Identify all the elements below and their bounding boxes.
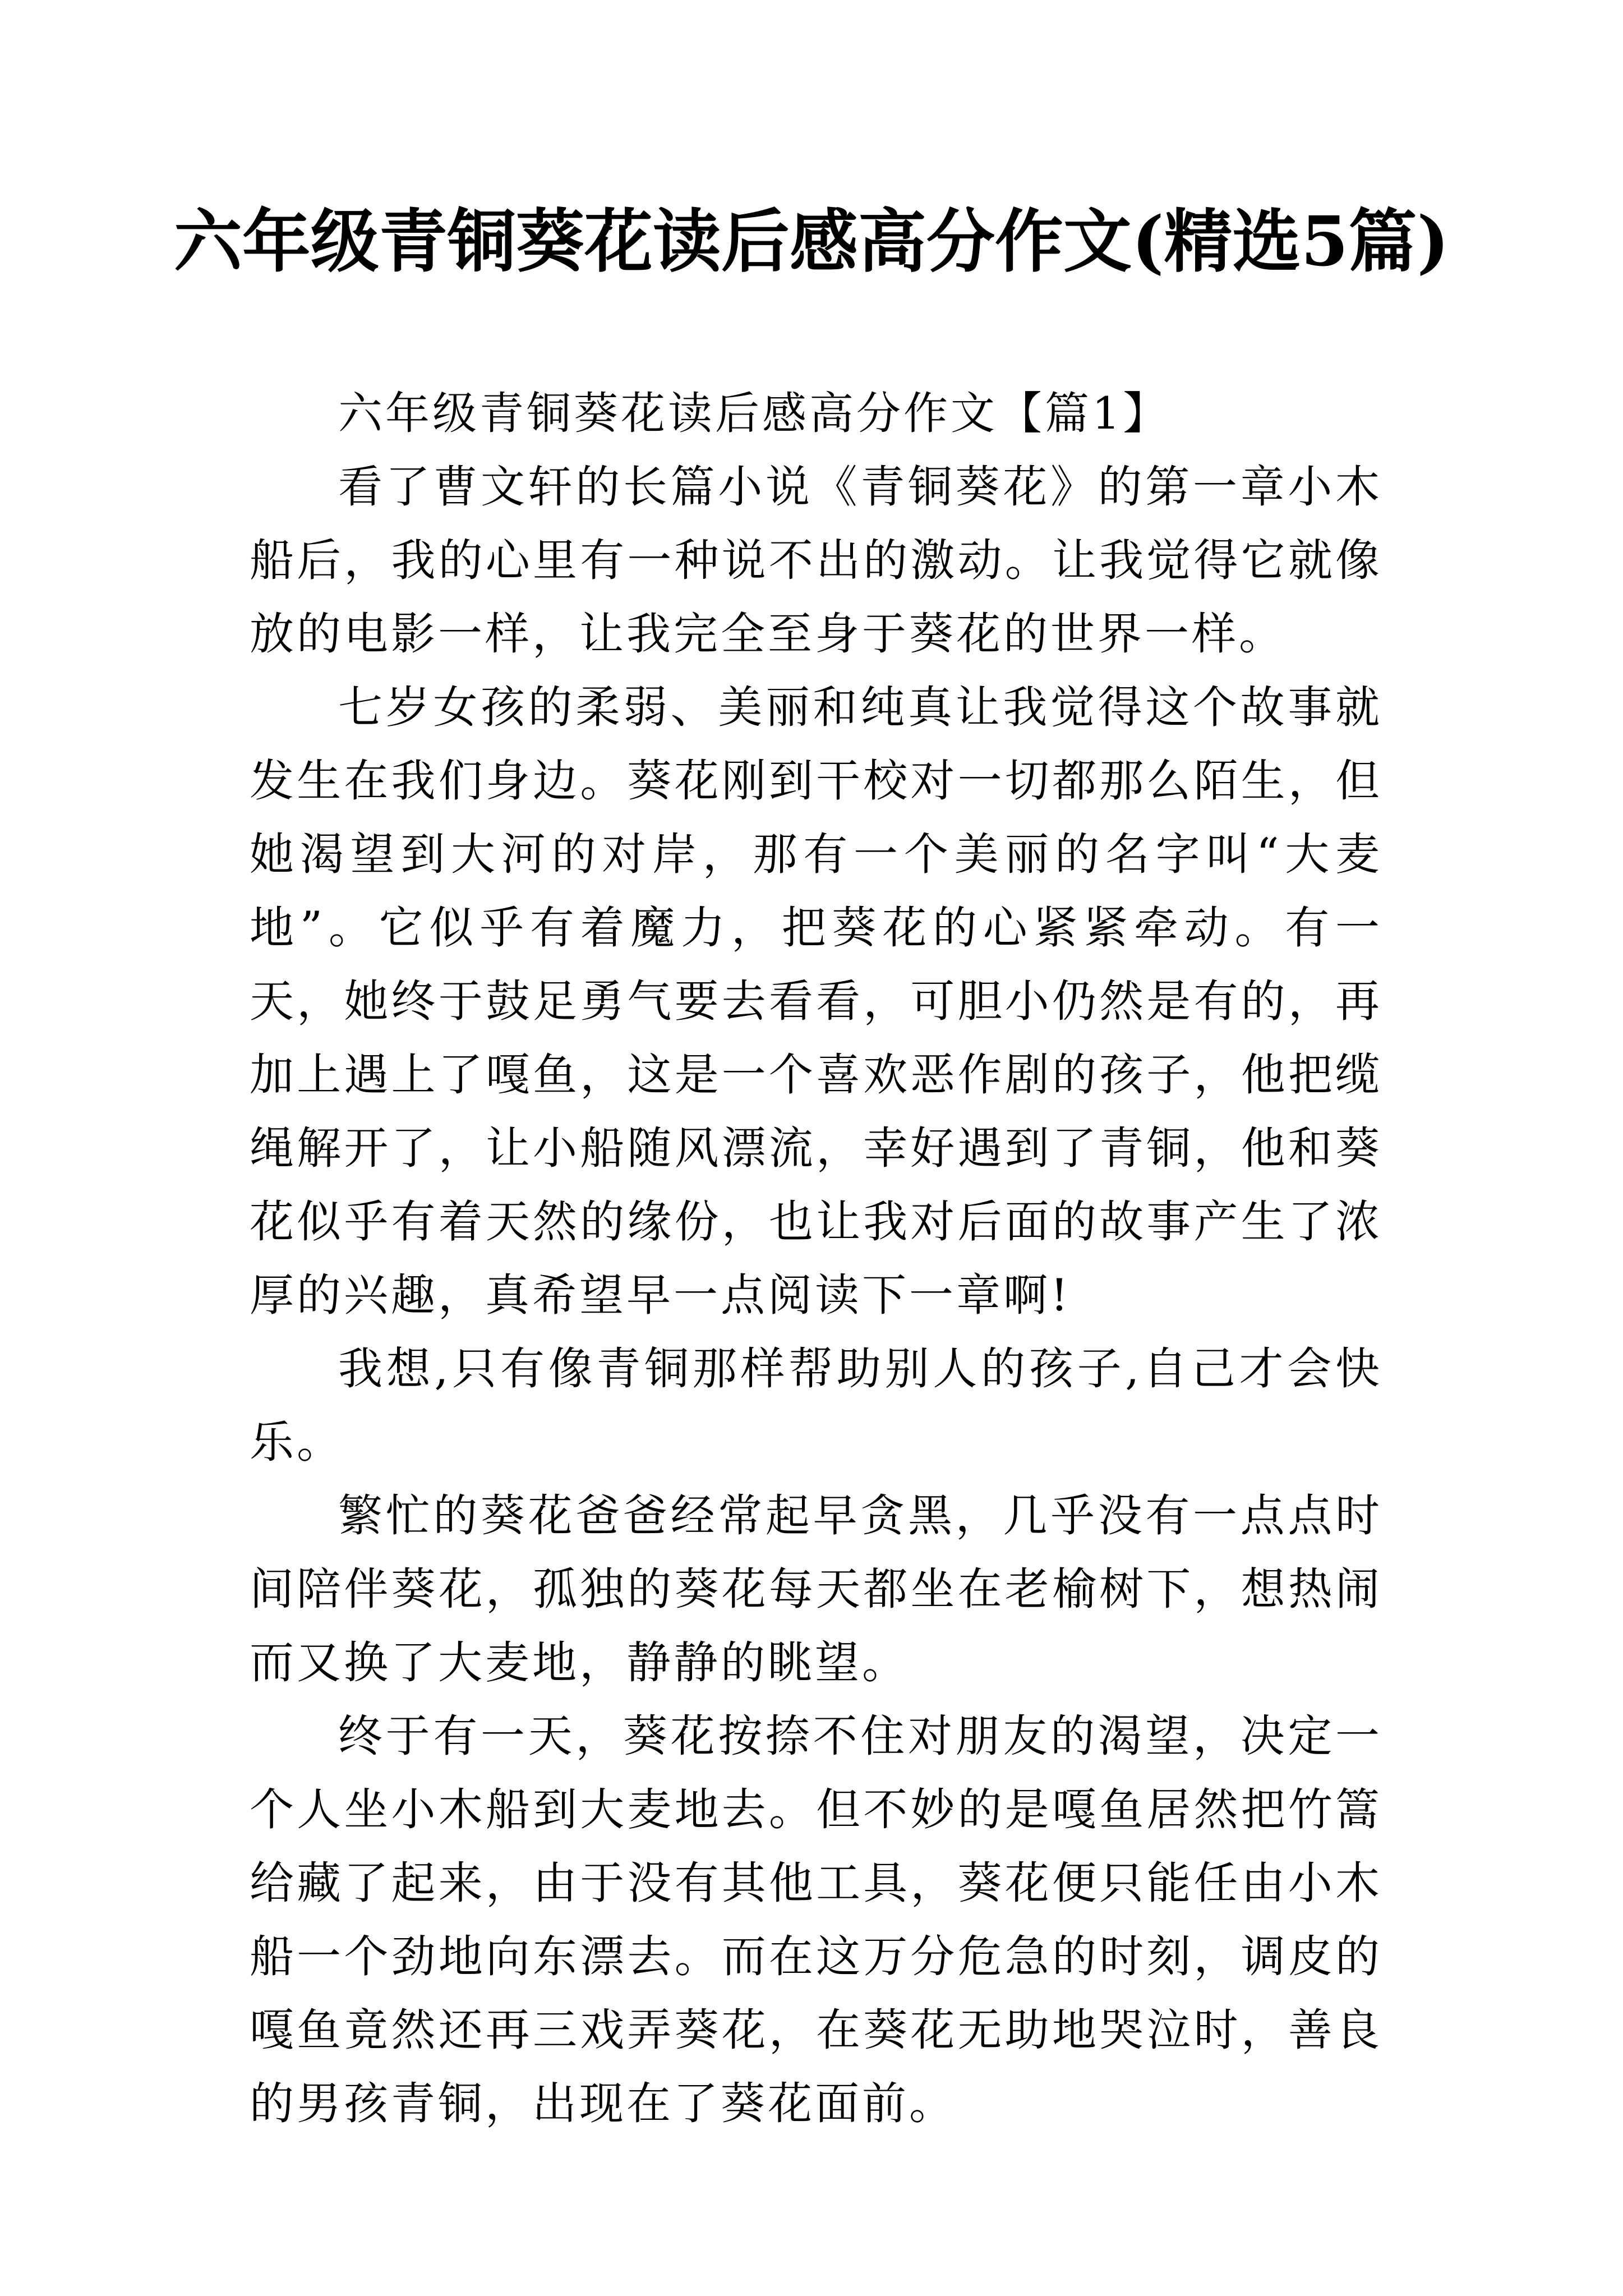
paragraph-3: 我想,只有像青铜那样帮助别人的孩子,自己才会快乐。	[250, 1343, 1382, 1468]
paragraph-4: 繁忙的葵花爸爸经常起早贪黑，几乎没有一点点时间陪伴葵花，孤独的葵花每天都坐在老榆树下，想热闹而又换了大麦地，静静的眺望。	[250, 1490, 1382, 1688]
document-body	[250, 377, 1382, 2141]
paragraph-1: 看了曹文轩的长篇小说《青铜葵花》的第一章小木船后，我的心里有一种说不出的激动。让我觉得它就像放的电影一样，让我完全至身于葵花的世界一样。	[250, 461, 1382, 660]
paragraph-2: 七岁女孩的柔弱、美丽和纯真让我觉得这个故事就发生在我们身边。葵花刚到干校对一切都那么陌生，但她渴望到大河的对岸，那有一个美丽的名字叫“大麦地”。它似乎有着魔力，把葵花的心紧紧牵动。有一天，她终于鼓足勇气要去看看，可胆小仍然是有的，再加上遇上了嘎鱼，这是一个喜欢恶作剧的孩子，他把缆绳解开了，让小船随风漂流，幸好遇到了青铜，他和葵花似乎有着天然的缘份，也让我对后面的故事产生了浓厚的兴趣，真希望早一点阅读下一章啊!	[250, 682, 1382, 1321]
paragraph-5: 终于有一天，葵花按捺不住对朋友的渴望，决定一个人坐小木船到大麦地去。但不妙的是嘎鱼居然把竹篙给藏了起来，由于没有其他工具，葵花便只能任由小木船一个劲地向东漂去。而在这万分危急的时刻，调皮的嘎鱼竟然还再三戏弄葵花，在葵花无助地哭泣时，善良的男孩青铜，出现在了葵花面前。	[250, 1710, 1382, 2129]
section-heading: 六年级青铜葵花读后感高分作文【篇1】	[338, 388, 1170, 439]
document-title: 六年级青铜葵花读后感高分作文(精选5篇)	[173, 201, 1450, 282]
